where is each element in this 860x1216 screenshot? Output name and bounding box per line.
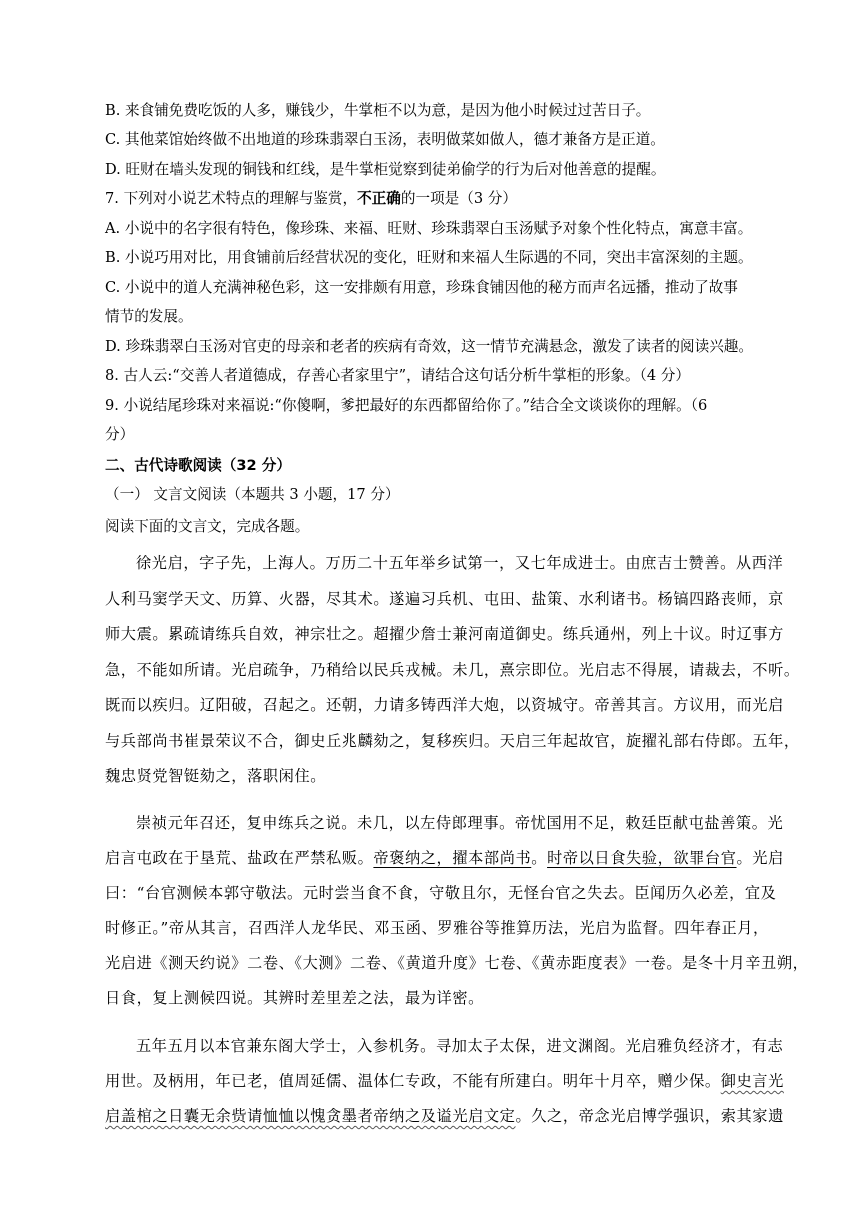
passage-line: 与兵部尚书崔景荣议不合，御史丘兆麟劾之，复移疾归。天启三年起故官，旋擢礼部右侍郎。五年， (105, 732, 800, 750)
underlined-sentence: 时帝以日食失验，欲罪台官 (547, 849, 737, 867)
q7-emphasis: 不正确 (357, 190, 401, 207)
wavy-underlined-sentence: 御史言光 (720, 1072, 784, 1090)
q7-option-c-cont: 情节的发展。 (105, 308, 193, 325)
q7-option-a: A. 小说中的名字很有特色，像珍珠、来福、旺财、珍珠翡翠白玉汤赋予对象个性化特点，寓意丰富。 (105, 220, 753, 237)
passage-text: 。 (531, 849, 548, 867)
q9-stem-cont: 分） (105, 426, 135, 443)
passage-line: 师大震。累疏请练兵自效，神宗壮之。超擢少詹士兼河南道御史。练兵通州，列上十议。时辽事方 (105, 625, 784, 643)
q7-option-d: D. 珍珠翡翠白玉汤对官吏的母亲和老者的疾病有奇效，这一情节充满悬念，激发了读者的阅读兴趣。 (105, 338, 753, 355)
passage-line (105, 848, 784, 868)
passage-line (105, 1071, 784, 1091)
passage-line: 徐光启，字子先，上海人。万历二十五年举乡试第一，又七年成进士。由庶吉士赞善。从西洋 (136, 554, 784, 572)
passage-line: 日食，复上测候四说。其辨时差里差之法，最为详密。 (105, 989, 484, 1007)
passage-line: 魏忠贤党智铤劾之，落职闲住。 (105, 767, 327, 785)
passage-line: 曰：“台官测候本郭守敬法。元时尝当食不食，守敬且尔，无怪台官之失去。臣闻历久必差，宜及 (105, 884, 777, 902)
passage-line: 既而以疾归。辽阳破，召起之。还朝，力请多铸西洋大炮，以资城守。帝善其言。方议用，而光启 (105, 696, 784, 714)
passage-line: 人利马窦学天文、历算、火器，尽其术。遂遍习兵机、屯田、盐策、水利诸书。杨镐四路丧师，京 (105, 590, 784, 608)
passage-line: 时修正。”帝从其言，召西洋人龙华民、邓玉函、罗雅谷等推算历法，光启为监督。四年春正月， (105, 919, 769, 937)
q7-prefix: 7. 下列对小说艺术特点的理解与鉴赏， (105, 190, 358, 207)
wavy-underlined-sentence: 启盖棺之日囊无余赀请恤恤以愧贪墨者帝纳之及谥光启文定 (105, 1107, 516, 1125)
q7-suffix: 的一项是（3 分） (400, 190, 517, 207)
underlined-sentence: 帝褒纳之，擢本部尚书 (373, 849, 532, 867)
passage-line: 崇祯元年召还，复申练兵之说。未几，以左侍郎理事。帝忧国用不足，敕廷臣献屯盐善策。光 (136, 814, 784, 832)
passage-line: 五年五月以本官兼东阁大学士，入参机务。寻加太子太保，进文渊阁。光启雅负经济才，有志 (136, 1037, 784, 1055)
q6-option-c: C. 其他菜馆始终做不出地道的珍珠翡翠白玉汤，表明做菜如做人，德才兼备方是正道。 (105, 131, 665, 148)
instruction: 阅读下面的文言文，完成各题。 (105, 518, 310, 535)
passage-text: 启言屯政在于垦荒、盐政在严禁私贩。 (105, 849, 374, 867)
q7-option-b: B. 小说巧用对比，用食铺前后经营状况的变化，旺财和来福人生际遇的不同，突出丰富深刻的主题。 (105, 249, 753, 266)
passage-text: 用世。及柄用，年已老，值周延儒、温体仁专政，不能有所建白。明年十月卒，赠少保。 (105, 1072, 721, 1090)
q8-stem: 8. 古人云:“交善人者道德成，存善心者家里宁”，请结合这句话分析牛掌柜的形象。（4 分） (105, 367, 690, 384)
passage-text: 。光启 (736, 849, 784, 867)
q6-option-b: B. 来食铺免费吃饭的人多，赚钱少，牛掌柜不以为意，是因为他小时候过过苦日子。 (105, 102, 651, 119)
passage-line (105, 1106, 784, 1126)
q6-option-d: D. 旺财在墙头发现的铜钱和红线，是牛掌柜觉察到徒弟偷学的行为后对他善意的提醒。 (105, 161, 666, 178)
passage-line: 光启进《测天约说》二卷、《大测》二卷、《黄道升度》七卷、《黄赤距度表》一卷。是冬十月辛丑朔， (105, 954, 809, 972)
passage-text: 。久之，帝念光启博学强识，索其家遗 (515, 1107, 784, 1125)
subsection-title: （一） 文言文阅读（本题共 3 小题，17 分） (105, 486, 400, 503)
q9-stem: 9. 小说结尾珍珠对来福说:“你傻啊，爹把最好的东西都留给你了。”结合全文谈谈你的理解。（6 (105, 397, 708, 414)
passage-line: 急，不能如所请。光启疏争，乃稍给以民兵戎械。未几，熹宗即位。光启志不得展，请裁去，不听。 (105, 661, 800, 679)
q7-stem (105, 189, 517, 209)
section-title: 二、古代诗歌阅读（32 分） (105, 457, 291, 474)
q7-option-c: C. 小说中的道人充满神秘色彩，这一安排颇有用意，珍珠食铺因他的秘方而声名远播，推动了故事 (105, 279, 738, 296)
